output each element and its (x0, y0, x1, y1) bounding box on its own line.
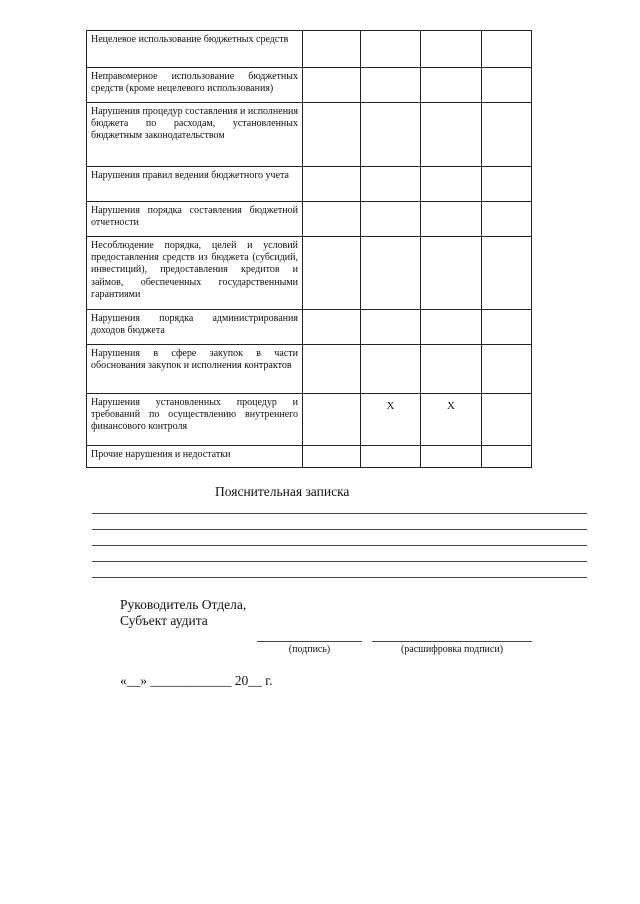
signature-caption: (подпись) (288, 644, 331, 655)
violation-type-cell: Прочие нарушения и недостатки (87, 446, 303, 468)
table-row (87, 394, 532, 446)
mark-cell (421, 345, 482, 394)
mark-cell (421, 68, 482, 103)
signature-blank-line (257, 641, 362, 642)
mark-cell: X (421, 394, 482, 446)
mark-cell (482, 394, 532, 446)
mark-cell (361, 310, 421, 345)
table-row (87, 167, 532, 202)
mark-cell (303, 103, 361, 167)
mark-cell (303, 68, 361, 103)
table-row (87, 310, 532, 345)
mark-cell (303, 394, 361, 446)
mark-cell (361, 167, 421, 202)
mark-cell (482, 345, 532, 394)
mark-cell (482, 103, 532, 167)
mark-cell (482, 68, 532, 103)
table-row (87, 68, 532, 103)
mark-cell (421, 167, 482, 202)
violation-type-cell: Нарушения процедур составления и исполнения бюджета по расходам, установленных бюджетным законодательством (87, 103, 303, 167)
mark-cell (482, 31, 532, 68)
note-blank-line-4 (92, 561, 587, 562)
mark-cell (482, 167, 532, 202)
table-row (87, 345, 532, 394)
violation-type-cell: Нарушения установленных процедур и требований по осуществлению внутреннего финансового контроля (87, 394, 303, 446)
violation-type-cell: Нецелевое использование бюджетных средств (87, 31, 303, 68)
date-line: «__» ____________ 20__ г. (120, 673, 273, 688)
mark-cell (421, 446, 482, 468)
mark-cell (303, 31, 361, 68)
table-row (87, 446, 532, 468)
mark-cell (303, 202, 361, 237)
mark-cell (303, 446, 361, 468)
note-blank-line-3 (92, 545, 587, 546)
violations-table-body (87, 31, 532, 468)
note-blank-line-2 (92, 529, 587, 530)
table-row (87, 202, 532, 237)
mark-cell (361, 202, 421, 237)
mark-cell (361, 31, 421, 68)
violation-type-cell: Нарушения в сфере закупок в части обоснования закупок и исполнения контрактов (87, 345, 303, 394)
violation-type-cell: Нарушения порядка составления бюджетной отчетности (87, 202, 303, 237)
mark-cell (361, 103, 421, 167)
violations-table (86, 30, 532, 468)
mark-cell (482, 446, 532, 468)
mark-cell (482, 237, 532, 310)
mark-cell (361, 446, 421, 468)
note-blank-line-1 (92, 513, 587, 514)
mark-cell (421, 237, 482, 310)
table-row (87, 31, 532, 68)
mark-cell (303, 237, 361, 310)
violation-type-cell: Нарушения порядка администрирования доходов бюджета (87, 310, 303, 345)
mark-cell (361, 237, 421, 310)
mark-cell (361, 345, 421, 394)
signer-role-line-1: Руководитель Отдела, (120, 597, 247, 612)
mark-cell: X (361, 394, 421, 446)
table-row (87, 103, 532, 167)
mark-cell (303, 167, 361, 202)
mark-cell (482, 310, 532, 345)
violation-type-cell: Нарушения правил ведения бюджетного учета (87, 167, 303, 202)
mark-cell (421, 31, 482, 68)
note-blank-line-5 (92, 577, 587, 578)
signature-decoding-caption: (расшифровка подписи) (400, 644, 504, 655)
signature-decoding-blank-line (372, 641, 532, 642)
mark-cell (421, 103, 482, 167)
mark-cell (303, 345, 361, 394)
mark-cell (421, 202, 482, 237)
mark-cell (482, 202, 532, 237)
table-row (87, 237, 532, 310)
violation-type-cell: Несоблюдение порядка, целей и условий предоставления средств из бюджета (субсидий, инвестиций), предоставления кредитов и займов, обеспеченных государственными гарантиями (87, 237, 303, 310)
violation-type-cell: Неправомерное использование бюджетных средств (кроме нецелевого использования) (87, 68, 303, 103)
mark-cell (421, 310, 482, 345)
signer-role-line-2: Субъект аудита (120, 613, 208, 628)
mark-cell (361, 68, 421, 103)
note-title: Пояснительная записка (215, 484, 350, 499)
mark-cell (303, 310, 361, 345)
